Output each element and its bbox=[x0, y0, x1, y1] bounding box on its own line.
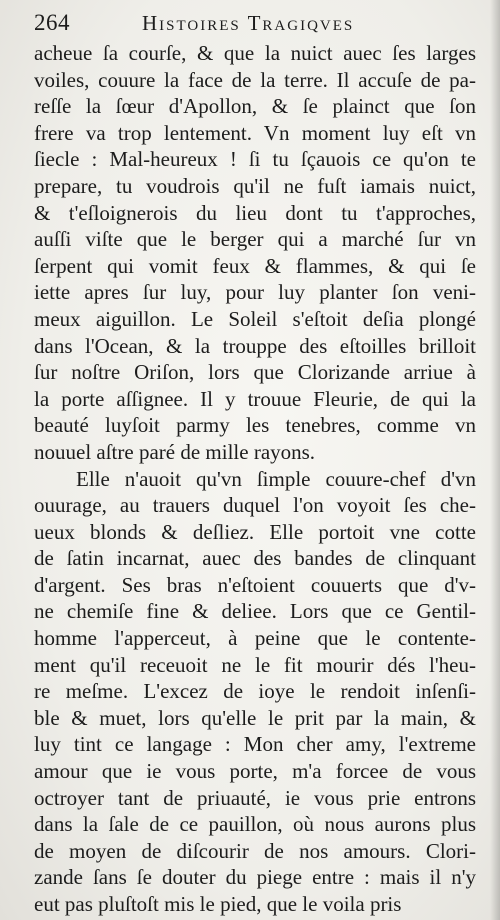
text-line: ment qu'il receuoit ne le fit mourir dés l'heu- bbox=[34, 652, 476, 677]
text-line: la porte aſſignee. Il y trouue Fleurie, de qui la bbox=[34, 386, 476, 411]
text-line: Elle n'auoit qu'vn ſimple couure-chef d'vn bbox=[76, 466, 476, 491]
text-line: zande ſans ſe douter du piege entre : mais il n'y bbox=[34, 865, 476, 890]
text-line: ſerpent qui vomit feux & flammes, & qui ſe bbox=[34, 253, 476, 278]
text-line: dans l'Ocean, & la trouppe des eſtoilles brilloit bbox=[34, 333, 476, 358]
paragraph bbox=[34, 466, 476, 918]
text-line: amour que ie vous porte, m'a forcee de vous bbox=[34, 759, 476, 784]
text-line: auſſi viſte que le berger qui a marché ſur vn bbox=[34, 227, 476, 252]
text-line: frere va trop lentement. Vn moment luy eſt vn bbox=[34, 120, 476, 145]
text-line: voiles, couure la face de la terre. Il accuſe de pa- bbox=[34, 67, 476, 92]
running-title: Histoires Tragiqves bbox=[142, 11, 355, 35]
page-gutter-shadow bbox=[490, 0, 500, 920]
body-text bbox=[34, 40, 476, 918]
text-line: octroyer tant de priuauté, ie vous prie entrons bbox=[34, 785, 476, 810]
text-line: dans la ſale de ce pauillon, où nous aurons plus bbox=[34, 812, 476, 837]
page-number: 264 bbox=[34, 10, 70, 35]
text-line: reſſe la ſœur d'Apollon, & ſe plainct que ſon bbox=[34, 94, 476, 119]
paragraph bbox=[34, 40, 476, 466]
text-line: nouuel aſtre paré de mille rayons. bbox=[34, 439, 316, 464]
text-line: meux aiguillon. Le Soleil s'eſtoit deſia plongé bbox=[34, 306, 476, 331]
text-line: de moyen de diſcourir de nos amours. Clori- bbox=[34, 838, 476, 863]
text-line: d'argent. Ses bras n'eſtoient couuerts que d'v- bbox=[34, 572, 476, 597]
text-line: ne chemiſe fine & deliee. Lors que ce Gentil- bbox=[34, 599, 476, 624]
text-line: iette apres ſur luy, pour luy planter ſon veni- bbox=[34, 280, 476, 305]
text-line: beauté luyſoit parmy les tenebres, comme vn bbox=[34, 413, 476, 438]
text-line: luy tint ce langage : Mon cher amy, l'extreme bbox=[34, 732, 476, 757]
text-line: eut pas pluſtoſt mis le pied, que le voila pris bbox=[34, 892, 402, 916]
text-line: ble & muet, lors qu'elle le prit par la main, & bbox=[34, 705, 476, 730]
text-line: prepare, tu voudrois qu'il ne fuſt iamais nuict, bbox=[34, 173, 476, 198]
text-line: acheue ſa courſe, & que la nuict auec ſes larges bbox=[34, 41, 476, 65]
text-line: de ſatin incarnat, auec des bandes de clinquant bbox=[34, 546, 476, 571]
text-line: ſiecle : Mal-heureux ! ſi tu ſçauois ce qu'on te bbox=[34, 147, 476, 172]
text-line: ueux blonds & deſliez. Elle portoit vne cotte bbox=[34, 519, 476, 544]
text-line: ſur noſtre Oriſon, lors que Clorizande arriue à bbox=[34, 360, 476, 385]
text-line: homme l'apperceut, à peine que le contente- bbox=[34, 626, 476, 651]
text-line: re meſme. L'excez de ioye le rendoit inſenſi- bbox=[34, 679, 476, 704]
text-line: ouurage, au trauers duquel l'on voyoit ſes che- bbox=[34, 493, 476, 518]
text-line: & t'eſloignerois du lieu dont tu t'approches, bbox=[34, 200, 476, 225]
page-header bbox=[34, 2, 474, 42]
